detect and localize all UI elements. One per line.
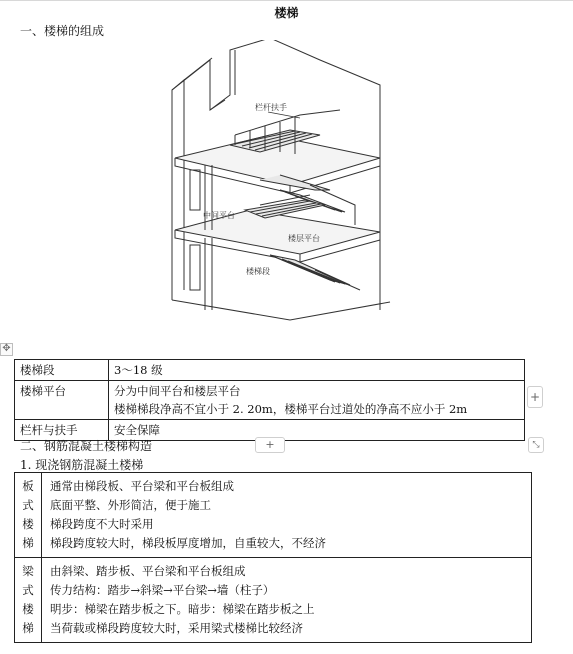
table-cell-name: 楼梯平台 xyxy=(15,381,109,420)
type-description xyxy=(42,558,532,643)
desc-line: 通常由梯段板、平台梁和平台板组成 xyxy=(50,479,234,493)
table-move-handle-icon[interactable]: ✥ xyxy=(0,343,13,356)
desc-line: 3～18 级 xyxy=(114,363,163,377)
resize-icon[interactable]: ⤡ xyxy=(528,437,544,453)
table-cell-name: 楼梯段 xyxy=(15,360,109,381)
add-column-button[interactable]: + xyxy=(527,386,543,408)
desc-line: 当荷载或梯段跨度较大时，采用梁式楼梯比较经济 xyxy=(50,621,303,635)
type-label-beam-stair xyxy=(15,558,42,643)
staircase-illustration xyxy=(150,40,395,325)
desc-line: 传力结构：踏步→斜梁→平台梁→墙（柱子） xyxy=(50,583,275,597)
type-char: 梁 xyxy=(22,564,34,578)
desc-line: 底面平整、外形简洁，便于施工 xyxy=(50,498,211,512)
type-description xyxy=(42,473,532,558)
desc-line: 梯段跨度不大时采用 xyxy=(50,517,154,531)
page-title: 楼梯 xyxy=(274,6,299,20)
table-cell-desc xyxy=(109,420,525,441)
table-row xyxy=(15,558,532,643)
type-char: 梯 xyxy=(22,536,34,550)
desc-line: 安全保障 xyxy=(114,423,160,437)
label-floor-platform: 楼层平台 xyxy=(288,234,320,243)
type-char: 式 xyxy=(22,498,34,512)
type-char: 式 xyxy=(22,583,34,597)
label-middle-platform: 中间平台 xyxy=(203,211,235,220)
add-row-button[interactable]: + xyxy=(255,437,285,453)
table-cell-desc xyxy=(109,360,525,381)
label-flight: 楼梯段 xyxy=(246,267,270,276)
type-char: 梯 xyxy=(22,621,34,635)
desc-line: 明步：梯梁在踏步板之下。暗步：梯梁在踏步板之上 xyxy=(50,602,315,616)
table-row xyxy=(15,381,525,420)
table-row xyxy=(15,473,532,558)
composition-table xyxy=(14,359,525,441)
table-cell-name: 栏杆与扶手 xyxy=(15,420,109,441)
section-heading-rc-stairs: 二、钢筋混凝土楼梯构造 xyxy=(20,439,153,453)
stair-types-table xyxy=(14,472,532,643)
type-char: 板 xyxy=(22,479,34,493)
desc-line: 梯段跨度较大时，梯段板厚度增加，自重较大，不经济 xyxy=(50,536,326,550)
section-heading-composition: 一、楼梯的组成 xyxy=(20,24,105,38)
type-char: 楼 xyxy=(22,602,34,616)
subsection-heading-cast-in-place: 1. 现浇钢筋混凝土楼梯 xyxy=(20,458,144,472)
type-char: 楼 xyxy=(22,517,34,531)
table-cell-desc xyxy=(109,381,525,420)
label-handrail: 栏杆扶手 xyxy=(255,103,287,112)
page-top-border xyxy=(0,0,573,1)
desc-line: 由斜梁、踏步板、平台梁和平台板组成 xyxy=(50,564,246,578)
table-row xyxy=(15,360,525,381)
type-label-plate-stair xyxy=(15,473,42,558)
desc-line: 分为中间平台和楼层平台 xyxy=(114,384,241,398)
staircase-drawing xyxy=(150,40,395,325)
desc-line: 楼梯梯段净高不宜小于 2. 20m，楼梯平台过道处的净高不应小于 2m xyxy=(114,402,468,416)
